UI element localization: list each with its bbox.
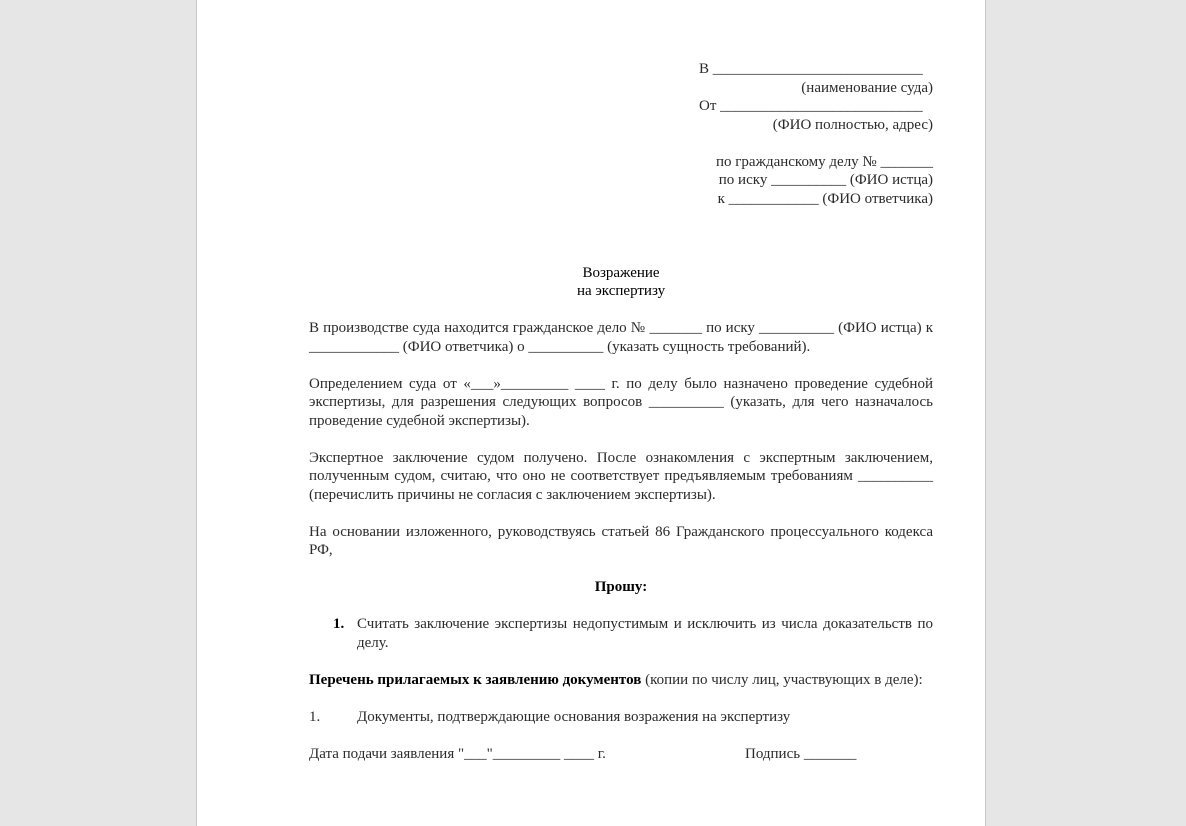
filing-date: Дата подачи заявления "___"_________ ____ г. [309,745,606,762]
attachment-item-text: Документы, подтверждающие основания возражения на экспертизу [357,708,791,725]
document-title: Возражение [582,264,660,281]
attachments-heading-rest: (копии по числу лиц, участвующих в деле): [641,671,923,688]
request-item-number: 1. [333,616,345,632]
sender-hint: (ФИО полностью, адрес) [772,116,933,133]
defendant-line: к ____________ (ФИО ответчика) [717,190,933,207]
document-content [309,60,933,763]
footer-line [309,745,933,764]
paragraph-case-info: В производстве суда находится гражданское дело № _______ по иску __________ (ФИО истца) к ____________ (ФИО ответчика) о __________ (указать сущность требований). [309,320,933,355]
paragraph-expert-conclusion: Экспертное заключение судом получено. После ознакомления с экспертным заключением, полученным судом, считаю, что оно не соответствует предъявляемым требованиям __________ (перечислить причины не согласия с заключением экспертизы). [309,449,933,503]
attachment-item-number: 1. [309,708,321,725]
court-line: В ____________________________ [699,61,923,77]
case-number-line: по гражданскому делу № _______ [716,153,933,170]
request-item-text: Считать заключение экспертизы недопустимым и исключить из числа доказательств по делу. [357,616,933,651]
attachments-heading [309,671,933,690]
paragraph-court-ruling: Определением суда от «___»_________ ____ г. по делу было назначено проведение судебной экспертизы, для разрешения следующих вопросов __________ (указать, для чего назначалось проведение судебной экспертизы). [309,375,933,429]
plaintiff-line: по иску __________ (ФИО истца) [718,172,933,188]
attachment-item [309,708,933,727]
request-item [309,615,933,652]
sender-line: От ___________________________ [699,98,923,114]
attachments-heading-bold: Перечень прилагаемых к заявлению документов [309,671,642,688]
document-page [196,0,986,826]
document-subtitle: на экспертизу [576,283,666,299]
request-heading: Прошу: [594,579,648,595]
court-hint: (наименование суда) [801,79,933,96]
signature: Подпись _______ [745,745,857,762]
paragraph-legal-basis: На основании изложенного, руководствуясь статьей 86 Гражданского процессуального кодекса РФ, [309,523,933,558]
addressee-block [699,60,933,208]
